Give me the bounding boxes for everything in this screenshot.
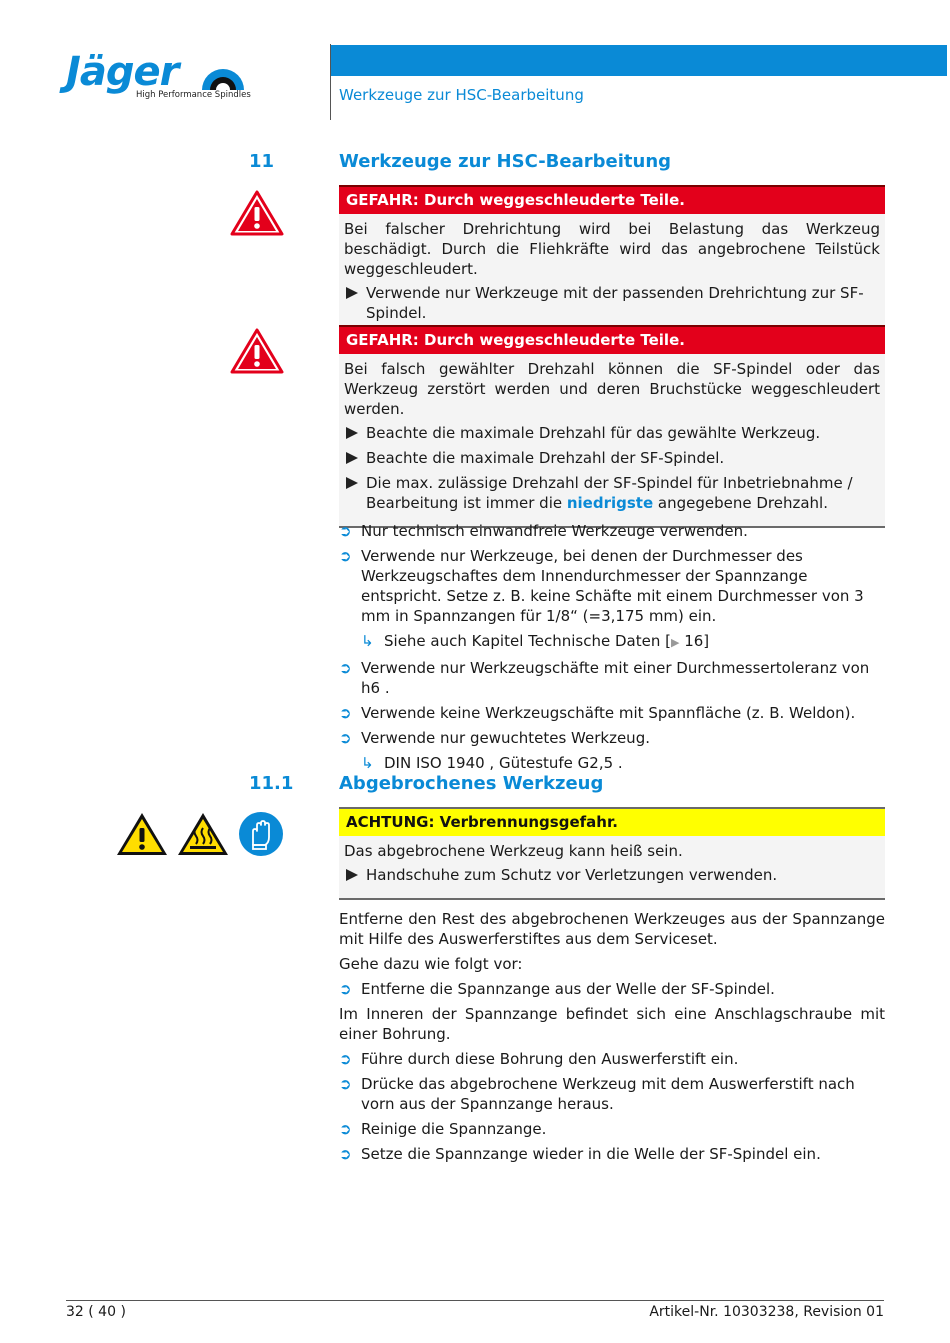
danger-description: Bei falsch gewählter Drehzahl können die SF-Spindel oder das Werkzeug zerstört werden und deren Bruchstücke weggeschleudert werden. bbox=[344, 360, 880, 418]
list-item: ➲ Führe durch diese Bohrung den Auswerferstift ein. bbox=[339, 1050, 739, 1068]
safety-action: Handschuhe zum Schutz vor Verletzungen verwenden. bbox=[344, 865, 880, 885]
logo-spindle-icon bbox=[200, 64, 246, 90]
gloves-required-icon bbox=[238, 811, 284, 857]
list-item: ➲ Reinige die Spannzange. bbox=[339, 1120, 547, 1138]
danger-notice-speed bbox=[339, 325, 885, 528]
step-arrow-icon: ➲ bbox=[339, 1050, 352, 1068]
safety-action: Beachte die maximale Drehzahl der SF-Spindel. bbox=[344, 448, 880, 468]
step-arrow-icon: ➲ bbox=[339, 547, 352, 565]
list-item: ➲ Nur technisch einwandfreie Werkzeuge verwenden. bbox=[339, 522, 748, 540]
step-arrow-icon: ➲ bbox=[339, 1145, 352, 1163]
list-item: ➲ Drücke das abgebrochene Werkzeug mit dem Auswerferstift nach vorn aus der Spannzange heraus. bbox=[339, 1075, 855, 1113]
page-reference-link[interactable]: 16] bbox=[679, 632, 710, 650]
step-arrow-icon: ➲ bbox=[339, 704, 352, 722]
general-warning-icon bbox=[115, 811, 169, 857]
danger-warning-icon bbox=[229, 327, 285, 375]
procedure-info: Im Inneren der Spannzange befindet sich eine Anschlagschraube mit einer Bohrung. bbox=[339, 1005, 885, 1043]
danger-warning-icon bbox=[229, 189, 285, 237]
list-item: ➲ Verwende nur Werkzeugschäfte mit einer Durchmessertoleranz von h6 . bbox=[339, 659, 870, 697]
step-arrow-icon: ➲ bbox=[339, 659, 352, 677]
result-item: ↳ DIN ISO 1940 , Gütestufe G2,5 . bbox=[361, 754, 623, 772]
step-arrow-icon: ➲ bbox=[339, 1120, 352, 1138]
list-item: ➲ Verwende nur Werkzeuge, bei denen der Durchmesser des Werkzeugschaftes dem Innendurchmesser der Spannzange entspricht. Setze z. B. keine Schäfte mit einem Durchmesser von 3 mm in Spannzangen für 1/8“ (=3,175 mm) ein. bbox=[339, 547, 864, 625]
section-number: 11 bbox=[249, 151, 275, 172]
danger-notice-rotation bbox=[339, 185, 885, 338]
result-arrow-icon: ↳ bbox=[361, 632, 374, 650]
company-logo bbox=[66, 49, 256, 104]
page-ref-icon: ▶ bbox=[670, 636, 680, 649]
danger-heading: GEFAHR: Durch weggeschleuderte Teile. bbox=[339, 185, 885, 214]
step-arrow-icon: ➲ bbox=[339, 522, 352, 540]
emphasis-lowest: niedrigste bbox=[566, 494, 654, 512]
list-item: ➲ Verwende keine Werkzeugschäfte mit Spannfläche (z. B. Weldon). bbox=[339, 704, 856, 722]
procedure-lead: Gehe dazu wie folgt vor: bbox=[339, 955, 523, 973]
hot-surface-icon bbox=[176, 811, 230, 857]
article-number: Artikel-Nr. 10303238, Revision 01 bbox=[649, 1304, 884, 1320]
list-item: ➲ Verwende nur gewuchtetes Werkzeug. bbox=[339, 729, 650, 747]
step-arrow-icon: ➲ bbox=[339, 1075, 352, 1093]
logo-subtitle: High Performance Spindles bbox=[136, 90, 251, 100]
safety-action: Die max. zulässige Drehzahl der SF-Spindel für Inbetriebnahme / Bearbeitung ist immer die niedrigste angegebene Drehzahl. bbox=[344, 473, 880, 513]
caution-notice-burn bbox=[339, 807, 885, 900]
list-item: ➲ Setze die Spannzange wieder in die Welle der SF-Spindel ein. bbox=[339, 1145, 821, 1163]
list-item: ➲ Entferne die Spannzange aus der Welle der SF-Spindel. bbox=[339, 980, 775, 998]
header-bar bbox=[331, 45, 947, 76]
logo-wordmark: Jäger bbox=[66, 49, 179, 95]
cross-reference: ↳ Siehe auch Kapitel Technische Daten [▶ 16] bbox=[361, 632, 710, 650]
step-arrow-icon: ➲ bbox=[339, 980, 352, 998]
caution-heading: ACHTUNG: Verbrennungsgefahr. bbox=[339, 807, 885, 836]
tool-requirements-list bbox=[339, 521, 885, 778]
running-header: Werkzeuge zur HSC-Bearbeitung bbox=[339, 86, 584, 104]
safety-action: Beachte die maximale Drehzahl für das gewählte Werkzeug. bbox=[344, 423, 880, 443]
subsection-number: 11.1 bbox=[249, 773, 294, 794]
danger-heading: GEFAHR: Durch weggeschleuderte Teile. bbox=[339, 325, 885, 354]
subsection-title: Abgebrochenes Werkzeug bbox=[339, 773, 604, 794]
result-arrow-icon: ↳ bbox=[361, 754, 374, 772]
procedure-intro: Entferne den Rest des abgebrochenen Werkzeuges aus der Spannzange mit Hilfe des Auswerferstiftes aus dem Serviceset. bbox=[339, 910, 885, 948]
removal-procedure bbox=[339, 909, 885, 1169]
footer-divider bbox=[66, 1300, 884, 1301]
danger-description: Bei falscher Drehrichtung wird bei Belastung das Werkzeug beschädigt. Durch die Fliehkräfte wird das angebrochene Teilstück weggeschleudert. bbox=[344, 220, 880, 278]
step-arrow-icon: ➲ bbox=[339, 729, 352, 747]
section-title: Werkzeuge zur HSC-Bearbeitung bbox=[339, 151, 672, 172]
safety-action: Verwende nur Werkzeuge mit der passenden Drehrichtung zur SF-Spindel. bbox=[344, 283, 880, 323]
page-number: 32 ( 40 ) bbox=[66, 1304, 126, 1320]
caution-description: Das abgebrochene Werkzeug kann heiß sein. bbox=[344, 842, 683, 860]
